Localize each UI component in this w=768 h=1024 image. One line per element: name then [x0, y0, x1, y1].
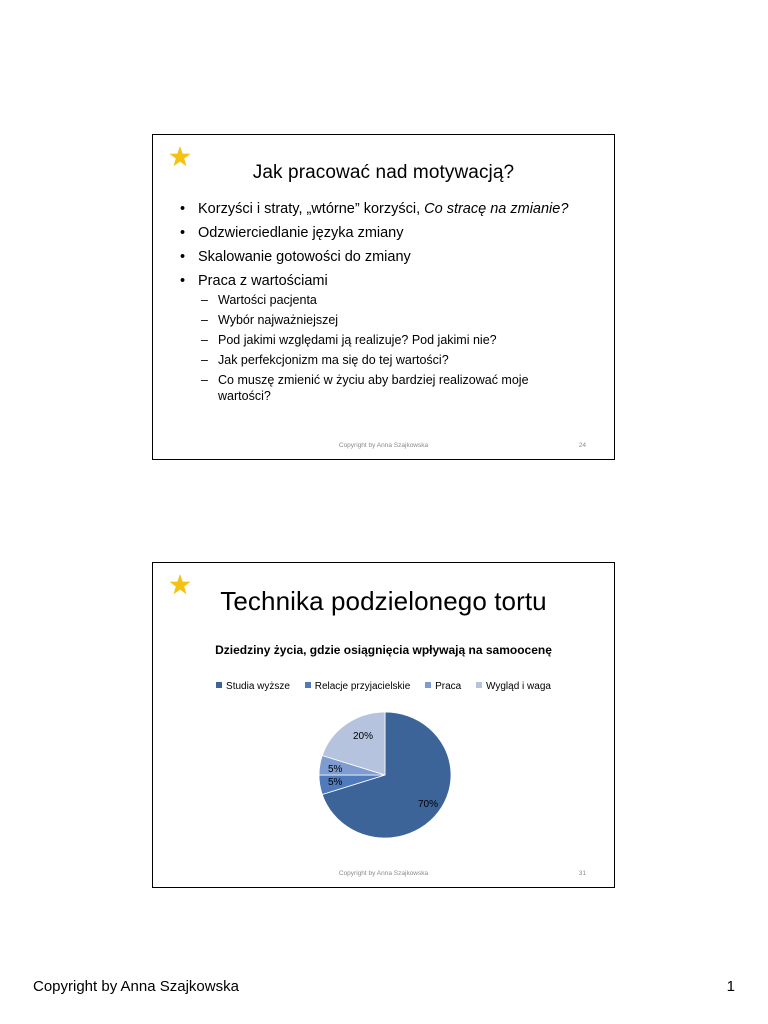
chart-title: Dziedziny życia, gdzie osiągnięcia wpływają na samoocenę [215, 643, 552, 657]
slide-title: Jak pracować nad motywacją? [252, 162, 515, 183]
bullet-text: Praca z wartościami [198, 273, 328, 289]
sub-bullet-list [198, 292, 584, 404]
pie-data-label: 5% [328, 764, 343, 775]
slide-number: 24 [578, 442, 586, 449]
bullet-italic-text: Co stracę na zmianie? [424, 201, 569, 217]
page-number: 1 [726, 978, 735, 995]
slide-title: Technika podzielonego tortu [220, 586, 547, 616]
slide-footer: Copyright by Anna Szajkowska [338, 442, 429, 449]
sub-bullet-item: – Wybór najważniejszej [198, 312, 584, 328]
page-footer-copyright: Copyright by Anna Szajkowska [33, 978, 239, 995]
pie-data-label: 70% [418, 799, 439, 810]
pie-data-label: 20% [353, 731, 374, 742]
slide-31 [152, 562, 615, 888]
sub-bullet-item: – Pod jakimi względami ją realizuje? Pod jakimi nie? [198, 332, 584, 348]
legend-label: Wygląd i waga [486, 681, 551, 692]
legend-label: Relacje przyjacielskie [314, 681, 411, 692]
bullet-item: • Odzwierciedlanie języka zmiany [175, 224, 584, 242]
bullet-item: • Skalowanie gotowości do zmiany [175, 248, 584, 266]
bullet-text: Korzyści i straty, „wtórne” korzyści, [198, 201, 425, 217]
pie-chart [153, 563, 614, 887]
slide-number: 31 [578, 870, 586, 877]
sub-bullet-item: – Co muszę zmienić w życiu aby bardziej realizować moje wartości? [198, 372, 584, 404]
pie-data-label: 5% [328, 777, 343, 788]
sub-bullet-item: – Wartości pacjenta [198, 292, 584, 308]
sub-bullet-item: – Jak perfekcjonizm ma się do tej wartości? [198, 352, 584, 368]
slide-24 [152, 134, 615, 460]
slide-footer: Copyright by Anna Szajkowska [338, 870, 429, 877]
bullet-item [175, 272, 584, 404]
bullet-list [175, 200, 584, 410]
bullet-item [175, 200, 584, 218]
legend-label: Studia wyższe [226, 681, 290, 692]
legend-label: Praca [435, 681, 462, 692]
